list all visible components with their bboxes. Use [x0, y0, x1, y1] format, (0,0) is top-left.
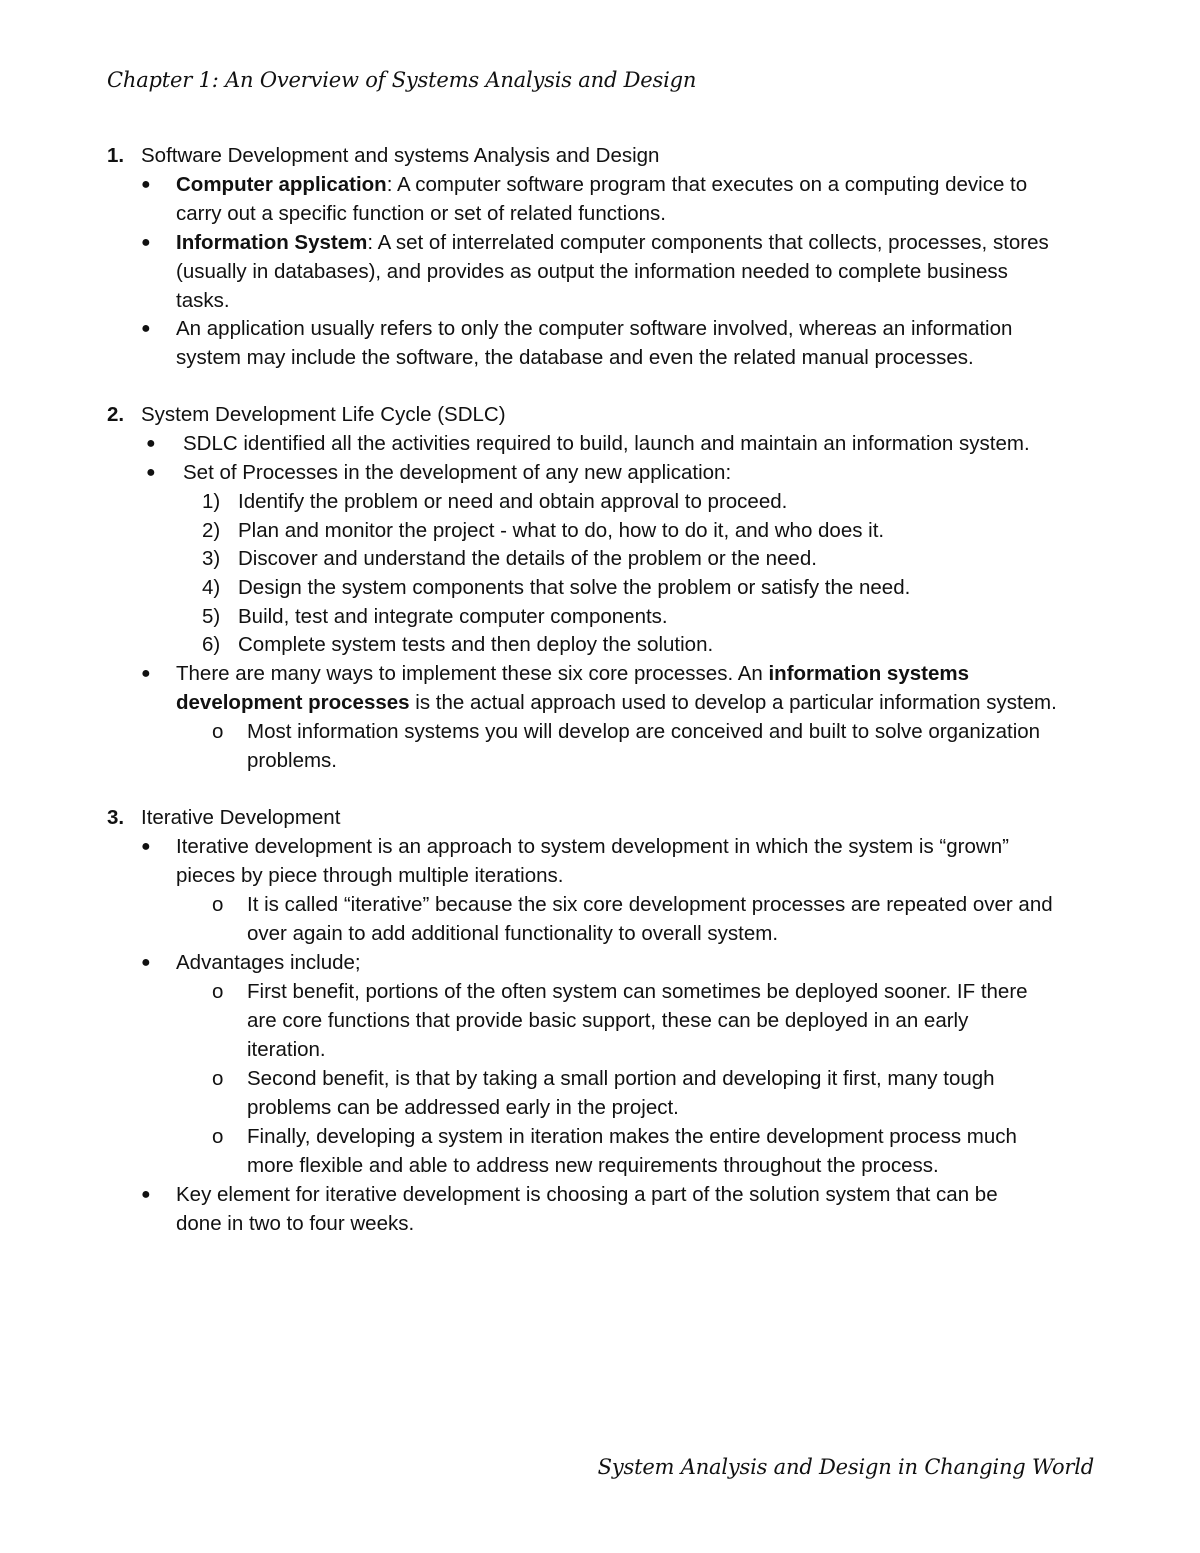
step-number: 2) — [202, 519, 221, 542]
section-title: Iterative Development — [141, 806, 341, 829]
list-item: Iterative development is an approach to system development in which the system is “grown” — [176, 835, 1009, 858]
step-text: Build, test and integrate computer components. — [238, 605, 668, 628]
step-text: Identify the problem or need and obtain approval to proceed. — [238, 490, 788, 513]
bullet-icon: ● — [141, 234, 151, 251]
sub-item-cont: problems. — [247, 749, 338, 772]
bullet-icon: ● — [146, 464, 156, 481]
list-item: Computer application: A computer software program that executes on a computing device to — [176, 173, 1028, 196]
term: development processes — [176, 691, 410, 714]
step-text: Design the system components that solve the problem or satisfy the need. — [238, 576, 911, 599]
step-text: Plan and monitor the project - what to do, how to do it, and who does it. — [238, 519, 885, 542]
step-number: 3) — [202, 547, 221, 570]
sub-bullet-marker: o — [212, 1125, 224, 1148]
step-number: 6) — [202, 633, 221, 656]
sub-item-cont: problems can be addressed early in the project. — [247, 1096, 679, 1119]
list-item-cont: pieces by piece through multiple iterations. — [176, 864, 564, 887]
step-text: Discover and understand the details of the problem or the need. — [238, 547, 817, 570]
list-item-cont: system may include the software, the database and even the related manual processes. — [176, 346, 974, 369]
list-item-cont: done in two to four weeks. — [176, 1212, 415, 1235]
sub-item-cont: more flexible and able to address new requirements throughout the process. — [247, 1154, 939, 1177]
bullet-icon: ● — [141, 954, 151, 971]
section-number: 1. — [107, 144, 125, 167]
list-item: Information System: A set of interrelated computer components that collects, processes, stores — [176, 231, 1049, 254]
step-number: 4) — [202, 576, 221, 599]
term: information systems — [768, 662, 969, 685]
sub-bullet-marker: o — [212, 980, 224, 1003]
list-item: Key element for iterative development is choosing a part of the solution system that can be — [176, 1183, 998, 1206]
term: Information System — [176, 231, 368, 254]
bullet-icon: ● — [141, 320, 151, 337]
bullet-icon: ● — [146, 435, 156, 452]
step-number: 5) — [202, 605, 221, 628]
sub-item: It is called “iterative” because the six core development processes are repeated over and — [247, 893, 1053, 916]
term: Computer application — [176, 173, 387, 196]
bullet-icon: ● — [141, 838, 151, 855]
bullet-icon: ● — [141, 1186, 151, 1203]
page-header: Chapter 1: An Overview of Systems Analysis and Design — [107, 68, 697, 92]
list-item: An application usually refers to only the computer software involved, whereas an information — [176, 317, 1013, 340]
bullet-icon: ● — [141, 665, 151, 682]
list-item: Advantages include; — [176, 951, 361, 974]
list-item-cont: development processes is the actual approach used to develop a particular information system. — [176, 691, 1057, 714]
step-text: Complete system tests and then deploy the solution. — [238, 633, 714, 656]
list-item: Set of Processes in the development of any new application: — [183, 461, 732, 484]
sub-item-cont: iteration. — [247, 1038, 326, 1061]
sub-bullet-marker: o — [212, 1067, 224, 1090]
list-item-cont: (usually in databases), and provides as output the information needed to complete business — [176, 260, 1008, 283]
sub-bullet-marker: o — [212, 720, 224, 743]
sub-item: Most information systems you will develop are conceived and built to solve organization — [247, 720, 1041, 743]
sub-bullet-marker: o — [212, 893, 224, 916]
sub-item: First benefit, portions of the often system can sometimes be deployed sooner. IF there — [247, 980, 1028, 1003]
list-item: There are many ways to implement these six core processes. An information systems — [176, 662, 969, 685]
step-number: 1) — [202, 490, 221, 513]
list-item: SDLC identified all the activities required to build, launch and maintain an information system. — [183, 432, 1030, 455]
section-title: Software Development and systems Analysis and Design — [141, 144, 660, 167]
sub-item: Finally, developing a system in iteration makes the entire development process much — [247, 1125, 1017, 1148]
sub-item-cont: are core functions that provide basic support, these can be deployed in an early — [247, 1009, 969, 1032]
section-number: 2. — [107, 403, 125, 426]
bullet-icon: ● — [141, 176, 151, 193]
list-item-cont: carry out a specific function or set of related functions. — [176, 202, 666, 225]
section-number: 3. — [107, 806, 125, 829]
list-item-cont: tasks. — [176, 289, 230, 312]
section-title: System Development Life Cycle (SDLC) — [141, 403, 506, 426]
page-footer: System Analysis and Design in Changing World — [597, 1455, 1094, 1479]
sub-item-cont: over again to add additional functionality to overall system. — [247, 922, 779, 945]
sub-item: Second benefit, is that by taking a small portion and developing it first, many tough — [247, 1067, 995, 1090]
